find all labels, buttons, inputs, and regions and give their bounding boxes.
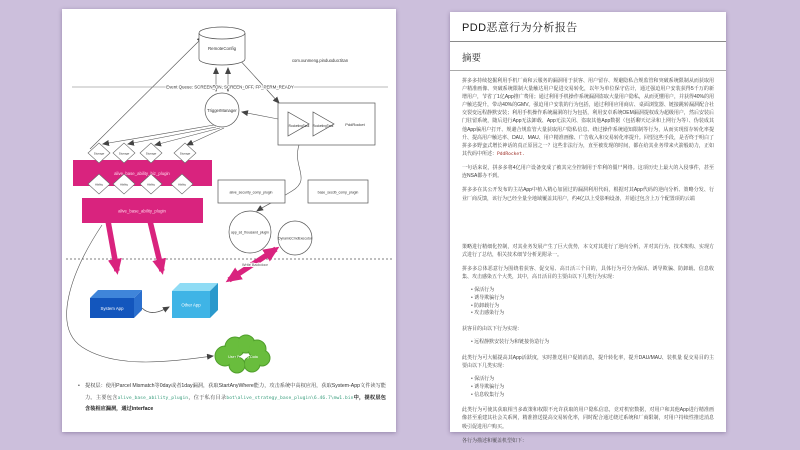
paragraph-8: 此类行为可使其获取相当多政策和权限不允许获取的用户隐私信息，竞对机密数据，对用户和其他App进行精准画像甚至重建其社会关系网，精准推送提高交易转化率，同时配合通过绕过系统和厂商限制，对用户持续性推送消息吸引促进用户购买。	[462, 407, 714, 430]
system-app-box	[90, 290, 142, 318]
rocketing-task-1-label: RocketingTask	[288, 124, 310, 128]
paragraph-1: 拼多多持续挖掘利用手机厂商和云服务的漏洞用于获客、用户留存、规避隐私合规监管和突破系统限制从而获取用户精准画像、突破系统限制大量触达用户促进交易转化，以年为单位保守估计，通过强迫用户安装获得5千万的新增用户，节省了1亿App推广费用；通过利用手机操作系统漏洞盗取大量用户隐私，从而更懂用户，并获得40%的用户触达提升，带动40%的GMV。强迫用户安装的行为包括，通过利用应用商店、桌面浏览器、链接跳转漏洞配合社交裂变远程静默安装；利用手机操作系统漏洞的行为包括，利用安卓系统OEM漏洞提权成为超级用户，然后安装后门驻留系统，随后进行App无法卸载、App无法关闭、盗取其他App数据（包括聊天记录和上网行为等）、伪装成其他App骗用户打开、规避合规监管大量获取用户隐私信息、绕过操作系统通知限制等行为，从而实现留存转化率提升、提高用户触达率、DAU、MAU、用户精准画像、广告收入和交易转化率提升。回望这些手段，是否终于明白了拼多多野蛮式增长神话的真正原因之一？这些非法行为，直至被发现的时间，都在给其业务带来火箭般助力，正如其代码中所述：PddRocket.	[462, 78, 714, 157]
footnote-code-1: alive_base_ability_plugin	[117, 395, 189, 401]
list-item: • 防卸载行为	[471, 303, 714, 311]
ability-plugin-label: alive_base_ability_plugin	[118, 208, 166, 214]
paragraph-7: 此类行为可大幅提高其App活跃度，实时推送用户促销消息，提升转化率，提升DAU/MAU、装机量 促交易目的主要由以下几类实现：	[462, 354, 714, 369]
footnote-code-2: bot\alive_strategy_base_plugin\6.46.7\mw1.bin	[226, 395, 354, 401]
title-rule	[450, 41, 726, 42]
paragraph-4: 策略进行精细化控制，对其业务发展产生了巨大优势，本文对其进行了逆向分析，并对其行为、技术架构、实现方式进行了总结，相关技术细节分析见附录一。	[462, 243, 714, 258]
behavior-list-1	[462, 287, 714, 318]
ability-label: Ability	[94, 182, 104, 187]
rocketing-task-2-label: RocketingTask	[312, 124, 334, 128]
app-sd-label: app_sd_thousand_plugin	[231, 230, 269, 235]
report-page	[450, 12, 726, 444]
paragraph-5: 拼多多总体恶意行为围绕着获客、促交易、高日活三个目的，具体行为可分为保活、诱导欺骗、防卸载、信息收集、攻击感染五个大类，其中，高日活目的主要由以下几类行为实现：	[462, 265, 714, 280]
other-app-box	[172, 283, 218, 318]
base-sec-plugin-label: base_secdb_comp_plugin	[317, 190, 359, 195]
behavior-list-2	[462, 339, 714, 347]
architecture-diagram	[62, 9, 396, 379]
list-item: • 诱导欺骗行为	[471, 384, 714, 392]
biz-plugin-label: alive_base_ability_biz_plugin	[114, 171, 170, 176]
paragraph-2: 一句话来说，拼多多将4亿用户设备变成了被其完全控制用于牟利的僵尸网络。这项历史上最大的入侵事件，甚至连NSA都办不到。	[462, 165, 714, 180]
ability-label: Ability	[119, 182, 129, 187]
abstract-heading: 摘要	[462, 53, 482, 64]
paragraph-gap	[462, 209, 714, 243]
ability-label: Ability	[177, 182, 187, 187]
abstract-body	[450, 71, 726, 445]
list-item: • 诱导欺骗行为	[471, 295, 714, 303]
report-title: PDD恶意行为分析报告	[462, 22, 578, 34]
privacy-cloud	[215, 335, 270, 373]
list-item: • 保活行为	[471, 287, 714, 295]
write-backdoor-label: Write Backdoor	[242, 263, 268, 267]
paragraph-6: 获客目的由以下行为实现：	[462, 326, 523, 333]
system-to-other-arrow	[142, 307, 169, 313]
footnote-text-2: ，位于私有目录	[188, 394, 227, 401]
dynamic-cmd-label: DynamicCmdExecutor	[278, 236, 312, 241]
list-item: • 攻击感染行为	[471, 310, 714, 318]
storage-label: Storage	[145, 151, 157, 156]
footnote-text-3: 中，提权层包含装相应漏洞，通过interface	[85, 394, 386, 412]
list-item: • 保活行为	[471, 376, 714, 384]
pddrocket-inline-code: PddRocket.	[497, 151, 525, 157]
privacy-cloud-label: User Privacy Data	[228, 355, 258, 359]
remote-config-label: RemoteConfig	[207, 46, 237, 51]
paragraph-9: 各行为描述和覆盖机型如下：	[462, 437, 528, 444]
list-item: • 远程静默安装行为和链接伪造行为	[471, 339, 714, 347]
storage-label: Storage	[179, 151, 191, 156]
bullet-glyph: •	[78, 383, 80, 389]
storage-label: Storage	[93, 151, 105, 156]
security-plugin-label: alive_security_comp_plugin	[229, 190, 273, 195]
ability-label: Ability	[146, 182, 156, 187]
list-item: • 信息收集行为	[471, 392, 714, 400]
other-app-label: Other App	[181, 302, 201, 308]
storage-label: Storage	[118, 151, 130, 156]
system-app-label: System App	[100, 306, 124, 311]
paragraph-3: 拼多多在其公开发布的主站App中植入精心加固过的漏洞利用代码，根据对其App代码的逆向分析、策略分发、行业厂商反馈，该行为已经全量全地域覆盖其用户，约4亿以上受影响设备，并通过包含上万个配置项的云端	[462, 187, 714, 202]
event-queue-label: Event Queue: SCREEN_ON, SCREEN_OFF, FP_PERM_READY	[166, 84, 294, 90]
pdd-rocket-label: PddRocket	[345, 122, 365, 127]
privilege-escalation-footnote	[78, 381, 386, 416]
package-label: com.xunmeng.pinduoduo:titan	[291, 58, 349, 63]
trigger-manager-label: TriggerManager	[207, 108, 237, 113]
behavior-list-3	[462, 376, 714, 399]
footnote-text-1: 提权层：使用Parcel Mismatch等0day或者1day漏洞，获取StartAnyWhere能力，攻击系统中高权应用，获取System-App文件读写能力。主要包含	[85, 383, 386, 401]
diagram-page	[62, 9, 396, 432]
